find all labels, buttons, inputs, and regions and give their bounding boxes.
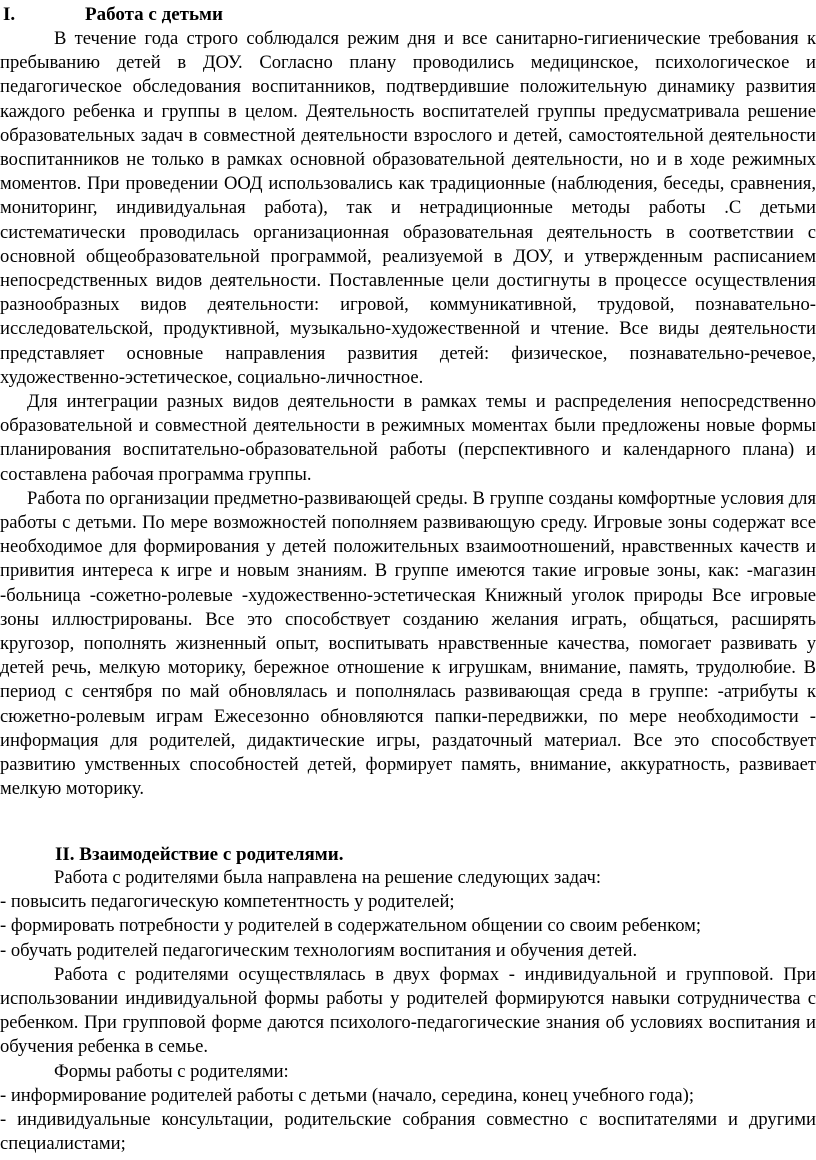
list-item: - повысить педагогическую компетентность у родителей; [0,891,455,913]
paragraph: Для интеграции разных видов деятельности в рамках темы и распределения непосредственно образовательной и совместной деятельности в режимных моментах были предложены новые формы планирования воспитательно-образовательной работы (перспективного и календарного плана) и составлена рабочая программа группы. [0,391,816,485]
section-1-title: Работа с детьми [85,4,223,25]
paragraph: В течение года строго соблюдался режим дня и все санитарно-гигиенические требования к пребыванию детей в ДОУ. Согласно плану проводились медицинское, психологическое и педагогическое обследования воспитанников, подтвердившие положительную динамику развития каждого ребенка и группы в целом. Деятельность воспитателей группы предусматривала решение образовательных задач в совместной деятельности взрослого и детей, самостоятельной деятельности воспитанников не только в рамках основной образовательной деятельности, но и в ходе режимных моментов. При проведении ООД использовались как традиционные (наблюдения, беседы, сравнения, мониторинг, индивидуальная работа), так и нетрадиционные методы работы .С детьми систематически проводилась организационная образовательная деятельность в соответствии с основной общеобразовательной программой, реализуемой в ДОУ, и утвержденным расписанием непосредственных видов деятельности. Поставленные цели достигнуты в процессе осуществления разнообразных видов деятельности: игровой, коммуникативной, трудовой, познавательно-исследовательской, продуктивной, музыкально-художественной и чтение. Все виды деятельности представляет основные направления развития детей: физическое, познавательно-речевое, художественно-эстетическое, социально-личностное. [0,28,816,388]
section-1-number: I. [3,4,16,25]
section-2-intro: Работа с родителями была направлена на решение следующих задач: [54,867,602,888]
section-2-heading: II. Взаимодействие с родителями. [55,844,344,865]
paragraph: Работа с родителями осуществлялась в двух формах - индивидуальной и групповой. При использовании индивидуальной формы работы у родителей формируются навыки сотрудничества с ребенком. При групповой форме даются психолого-педагогические знания об условиях воспитания и обучения ребенка в семье. [0,963,816,1058]
section-1-body [0,27,816,802]
list-item: - индивидуальные консультации, родительские собрания совместно с воспитателями и другими специалистами; [0,1109,816,1155]
list-item: - обучать родителей педагогическим технологиям воспитания и обучения детей. [0,939,638,961]
section-2-body [0,866,816,1156]
forms-title: Формы работы с родителями: [54,1060,289,1082]
section-1-heading [3,3,223,27]
list-item: - информирование родителей работы с детьми (начало, середина, конец учебного года); [0,1084,695,1106]
list-item: - формировать потребности у родителей в содержательном общении со своим ребенком; [0,915,702,937]
paragraph: Работа по организации предметно-развивающей среды. В группе созданы комфортные условия для работы с детьми. По мере возможностей пополняем развивающую среду. Игровые зоны содержат все необходимое для формирования у детей положительных взаимоотношений, нравственных качеств и привития интереса к игре и новым знаниям. В группе имеются такие игровые зоны, как: -магазин -больница -сожетно-ролевые -художественно-эстетическая Книжный уголок природы Все игровые зоны иллюстрированы. Все это способствует созданию желания играть, общаться, расширять кругозор, пополнять жизненный опыт, воспитывать нравственные качества, помогает развивать у детей речь, мелкую моторику, бережное отношение к игрушкам, внимание, память, трудолюбие. В период с сентября по май обновлялась и пополнялась развивающая среда в группе: -атрибуты к сюжетно-ролевым играм Ежесезонно обновляются папки-передвижки, по мере необходимости - информация для родителей, дидактические игры, раздаточный материал. Все это способствует развитию умственных способностей детей, формирует память, внимание, аккуратность, развивает мелкую моторику. [0,487,816,800]
